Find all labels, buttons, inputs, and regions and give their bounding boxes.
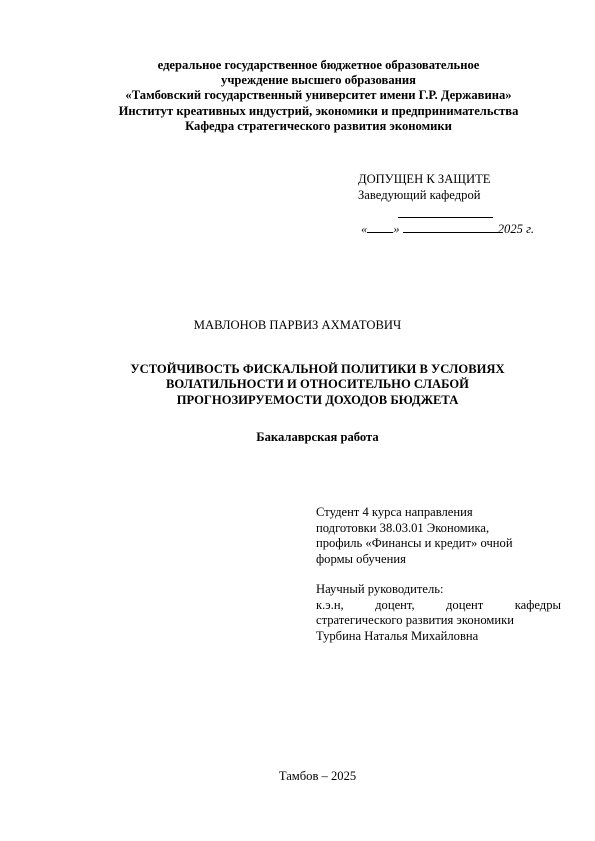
supervisor-department: стратегического развития экономики	[316, 613, 514, 627]
author-name: МАВЛОНОВ ПАРВИЗ АХМАТОВИЧ	[193, 318, 402, 332]
date-open-quote: «	[361, 222, 368, 236]
approval-heading: ДОПУЩЕН К ЗАЩИТЕ	[358, 172, 491, 186]
thesis-title	[80, 362, 555, 408]
title-line: ПРОГНОЗИРУЕМОСТИ ДОХОДОВ БЮДЖЕТА	[176, 392, 459, 407]
student-line: подготовки 38.03.01 Экономика,	[316, 520, 490, 535]
day-blank	[367, 222, 393, 233]
student-line: Студент 4 курса направления	[316, 505, 473, 519]
header-line: едеральное государственное бюджетное образовательное	[157, 58, 480, 72]
student-info-block	[316, 505, 561, 644]
date-year: 2025 г.	[497, 222, 534, 236]
approval-position: Заведующий кафедрой	[358, 187, 481, 202]
date-close-quote: »	[393, 222, 400, 236]
institution-header	[60, 58, 577, 134]
student-line: профиль «Финансы и кредит» очной	[316, 536, 513, 550]
approval-date-line	[361, 222, 578, 238]
approval-block	[358, 172, 578, 238]
header-line: Кафедра стратегического развития экономики	[185, 118, 452, 133]
student-line: формы обучения	[316, 551, 406, 566]
header-line: «Тамбовский государственный университет имени Г.Р. Державина»	[125, 88, 512, 103]
degree-word: кафедры	[514, 597, 561, 612]
supervisor-name: Турбина Наталья Михайловна	[316, 628, 479, 643]
title-line: ВОЛАТИЛЬНОСТИ И ОТНОСИТЕЛЬНО СЛАБОЙ	[166, 377, 469, 392]
title-line: УСТОЙЧИВОСТЬ ФИСКАЛЬНОЙ ПОЛИТИКИ В УСЛОВИЯХ	[130, 362, 505, 376]
header-line: Институт креативных индустрий, экономики и предпринимательства	[118, 103, 519, 118]
city-year: Тамбов – 2025	[278, 769, 357, 783]
header-line: учреждение высшего образования	[221, 73, 416, 88]
degree-word: доцент	[446, 597, 484, 612]
supervisor-heading: Научный руководитель:	[316, 582, 444, 596]
spacer	[316, 567, 561, 582]
degree-word: к.э.н,	[316, 597, 344, 612]
signature-line	[398, 205, 493, 218]
degree-word: доцент,	[375, 597, 415, 612]
supervisor-degree-line	[316, 598, 561, 614]
month-blank	[403, 222, 498, 233]
work-type: Бакалаврская работа	[256, 430, 379, 444]
